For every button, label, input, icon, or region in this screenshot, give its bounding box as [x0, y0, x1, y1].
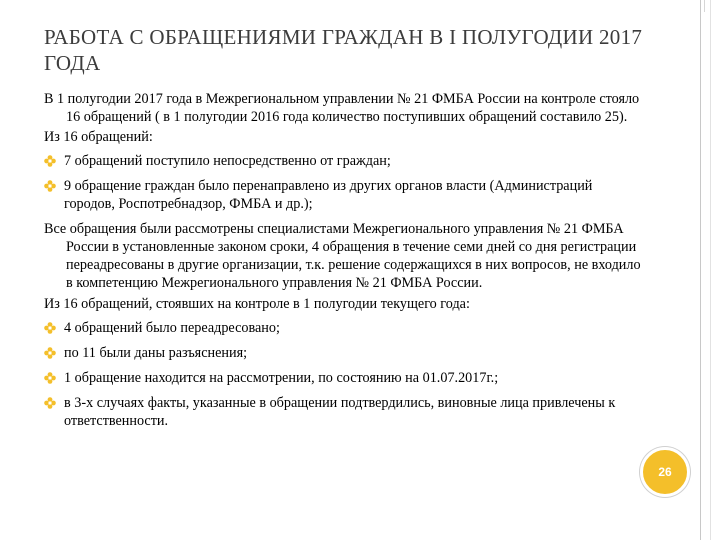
list-item [44, 344, 644, 362]
flower-bullet-icon [44, 322, 56, 334]
list-item [44, 177, 644, 213]
list-item-text: 4 обращений было переадресовано; [64, 320, 280, 336]
intro-paragraph: В 1 полугодии 2017 года в Межрегиональном управлении № 21 ФМБА России на контроле стояло 16 обращений ( в 1 полугодии 2016 года количество поступивших обращений составило 25). [44, 91, 640, 125]
flower-bullet-icon [44, 397, 56, 409]
list-item [44, 394, 644, 430]
section1-heading: Из 16 обращений: [44, 129, 153, 145]
list-item [44, 369, 644, 387]
list-item-text: 1 обращение находится на рассмотрении, по состоянию на 01.07.2017г.; [64, 370, 499, 386]
page-number-badge: 26 [640, 447, 690, 497]
list-item [44, 152, 644, 170]
section2-heading: Из 16 обращений, стоявших на контроле в 1 полугодии текущего года: [44, 296, 470, 312]
right-rail-line-outer [710, 0, 711, 540]
flower-bullet-icon [44, 180, 56, 192]
flower-bullet-icon [44, 372, 56, 384]
frame-top-line [0, 0, 705, 12]
slide-title: РАБОТА С ОБРАЩЕНИЯМИ ГРАЖДАН В I ПОЛУГОДИИ 2017 ГОДА [44, 25, 643, 75]
list-item-text: по 11 были даны разъяснения; [64, 345, 248, 361]
slide-body [44, 90, 644, 437]
review-paragraph: Все обращения были рассмотрены специалистами Межрегионального управления № 21 ФМБА России в установленные законом сроки, 4 обращения в течение семи дней со дня регистрации переадресованы в другие организации, т.к. решение содержащихся в них вопросов, не входило в компетенцию Межрегионального управления № 21 ФМБА России. [44, 221, 641, 291]
flower-bullet-icon [44, 347, 56, 359]
list-item-text: 7 обращений поступило непосредственно от граждан; [64, 153, 391, 169]
flower-bullet-icon [44, 155, 56, 167]
list-item-text: в 3-х случаях факты, указанные в обращении подтвердились, виновные лица привлечены к ответственности. [64, 395, 616, 429]
list-item [44, 319, 644, 337]
list-item-text: 9 обращение граждан было перенаправлено из других органов власти (Администраций городов, Роспотребнадзор, ФМБА и др.); [64, 178, 593, 212]
right-rail-line [700, 0, 701, 540]
